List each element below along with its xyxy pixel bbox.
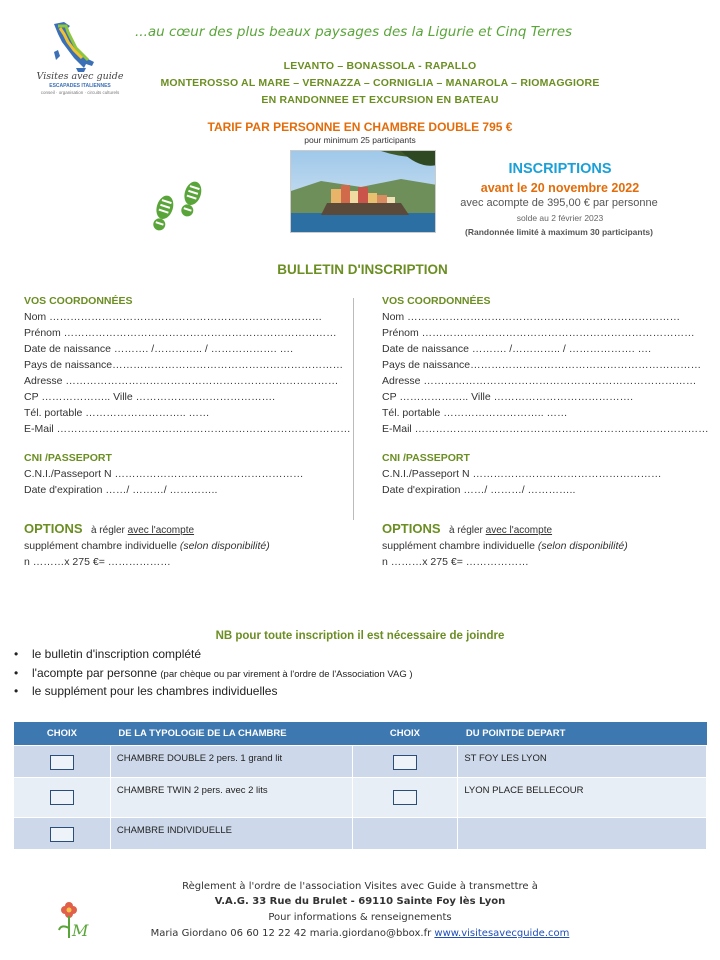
room-individuelle-checkbox[interactable] xyxy=(50,827,74,842)
table-header-row xyxy=(14,722,707,745)
date-naissance-field[interactable]: Date de naissance ………. /………….. / ………………. …. xyxy=(382,343,651,355)
depart-bellecour-checkbox[interactable] xyxy=(393,790,417,805)
cp-ville-field[interactable]: CP ……………….. Ville …………………………………. xyxy=(24,391,276,403)
coordonnees-title: VOS COORDONNÉES xyxy=(24,295,133,307)
room-twin-checkbox[interactable] xyxy=(50,790,74,805)
options-title: OPTIONS xyxy=(24,521,83,536)
room-double-checkbox[interactable] xyxy=(50,755,74,770)
prenom-field[interactable]: Prénom …………………………………………………………………… xyxy=(382,327,695,339)
room-option: CHAMBRE DOUBLE 2 pers. 1 grand lit xyxy=(110,745,352,777)
prenom-field[interactable]: Prénom …………………………………………………………………… xyxy=(24,327,337,339)
footer-flower-logo xyxy=(55,898,91,942)
table-row xyxy=(14,777,707,817)
nb-item: • le bulletin d'inscription complété xyxy=(14,647,202,661)
depart-option: ST FOY LES LYON xyxy=(458,745,707,777)
inscriptions-acompte: avec acompte de 395,00 € par personne xyxy=(460,197,658,209)
table-row xyxy=(14,745,707,777)
tel-portable-field[interactable]: Tél. portable ……………………….. …… xyxy=(24,407,210,419)
supplement-line: supplément chambre individuelle (selon disponibilité) xyxy=(24,540,270,552)
adresse-field[interactable]: Adresse …………………………………………………………………… xyxy=(24,375,339,387)
date-naissance-field[interactable]: Date de naissance ………. /………….. / ………………. …. xyxy=(24,343,293,355)
pays-naissance-field[interactable]: Pays de naissance………………………………………………………… xyxy=(382,359,702,371)
nb-item: • l'acompte par personne (par chèque ou par virement à l'ordre de l'Association VAG ) xyxy=(14,666,413,680)
form-column-right xyxy=(382,293,712,570)
footer-line-3: Pour informations & renseignements xyxy=(268,912,452,923)
cinque-terre-photo xyxy=(290,150,436,233)
room-option: CHAMBRE INDIVIDUELLE xyxy=(110,817,352,849)
price-label: TARIF PAR PERSONNE EN CHAMBRE DOUBLE 795 € xyxy=(207,120,513,134)
form-column-left xyxy=(24,293,354,570)
options-header xyxy=(382,520,712,538)
options-header xyxy=(24,520,354,538)
choice-table xyxy=(13,722,707,850)
footer-contact xyxy=(100,928,620,939)
minimum-participants: pour minimum 25 participants xyxy=(304,135,416,145)
footprints-icon xyxy=(147,177,209,235)
header-point-depart: DU POINTDE DEPART xyxy=(458,722,707,745)
svg-text:M: M xyxy=(72,921,89,940)
room-option: CHAMBRE TWIN 2 pers. avec 2 lits xyxy=(110,777,352,817)
email-field[interactable]: E-Mail ………………………………………………………………………… xyxy=(382,423,709,435)
options-title: OPTIONS xyxy=(382,521,441,536)
options-note: à régler avec l'acompte xyxy=(90,525,195,536)
cni-passeport-field[interactable]: C.N.I./Passeport N ……………………………………………… xyxy=(382,468,662,480)
footer-line-1: Règlement à l'ordre de l'association Visites avec Guide à transmettre à xyxy=(182,881,538,892)
tagline: ...au cœur des plus beaux paysages des la Ligurie et Cinq Terres xyxy=(135,24,573,40)
header-choix-depart: CHOIX xyxy=(352,722,458,745)
route-line-3: EN RANDONNEE ET EXCURSION EN BATEAU xyxy=(261,94,499,106)
supplement-line: supplément chambre individuelle (selon disponibilité) xyxy=(382,540,628,552)
route-line-1: LEVANTO – BONASSOLA - RAPALLO xyxy=(283,60,477,72)
logo-text: Visites avec guide xyxy=(36,71,124,82)
inscriptions-title: INSCRIPTIONS xyxy=(508,161,612,177)
nom-field[interactable]: Nom …………………………………………………………………… xyxy=(24,311,323,323)
nom-field[interactable]: Nom …………………………………………………………………… xyxy=(382,311,681,323)
cni-passeport-title: CNI /PASSEPORT xyxy=(382,452,470,464)
header-choix-room: CHOIX xyxy=(14,722,111,745)
header-typologie: DE LA TYPOLOGIE DE LA CHAMBRE xyxy=(110,722,352,745)
logo-caption: conseil · organisation · circuits culturels xyxy=(40,90,120,95)
cni-passeport-field[interactable]: C.N.I./Passeport N ……………………………………………… xyxy=(24,468,304,480)
pays-naissance-field[interactable]: Pays de naissance………………………………………………………… xyxy=(24,359,344,371)
expiration-field[interactable]: Date d'expiration ……/ ………/ ………….. xyxy=(24,484,218,496)
supplement-calc-field[interactable]: n ………x 275 €= ……………… xyxy=(382,556,529,568)
flower-icon xyxy=(55,898,91,942)
options-note: à régler avec l'acompte xyxy=(448,525,553,536)
adresse-field[interactable]: Adresse …………………………………………………………………… xyxy=(382,375,697,387)
depart-stfoy-checkbox[interactable] xyxy=(393,755,417,770)
contact-details: Maria Giordano 06 60 12 22 42 maria.giordano@bbox.fr xyxy=(150,928,435,939)
coordonnees-title: VOS COORDONNÉES xyxy=(382,295,491,307)
inscriptions-solde: solde au 2 février 2023 xyxy=(516,213,604,223)
nb-title: NB pour toute inscription il est nécessaire de joindre xyxy=(215,630,505,642)
table-row xyxy=(14,817,707,849)
logo-subtext: ESCAPADES ITALIENNES xyxy=(49,83,111,89)
inscriptions-limit: (Randonnée limité à maximum 30 participants) xyxy=(465,227,653,237)
expiration-field[interactable]: Date d'expiration ……/ ………/ ………….. xyxy=(382,484,576,496)
nb-item: • le supplément pour les chambres individuelles xyxy=(14,684,278,698)
bulletin-title: BULLETIN D'INSCRIPTION xyxy=(277,262,448,277)
cni-passeport-title: CNI /PASSEPORT xyxy=(24,452,112,464)
depart-option: LYON PLACE BELLECOUR xyxy=(458,777,707,817)
cp-ville-field[interactable]: CP ……………….. Ville …………………………………. xyxy=(382,391,634,403)
route-line-2: MONTEROSSO AL MARE – VERNAZZA – CORNIGLIA – MANAROLA – RIOMAGGIORE xyxy=(160,77,600,89)
footer-address: V.A.G. 33 Rue du Brulet - 69110 Sainte Foy lès Lyon xyxy=(214,896,506,907)
website-link[interactable]: www.visitesavecguide.com xyxy=(434,928,570,939)
email-field[interactable]: E-Mail ………………………………………………………………………… xyxy=(24,423,351,435)
tel-portable-field[interactable]: Tél. portable ……………………….. …… xyxy=(382,407,568,419)
supplement-calc-field[interactable]: n ………x 275 €= ……………… xyxy=(24,556,171,568)
inscriptions-deadline: avant le 20 novembre 2022 xyxy=(480,181,640,195)
